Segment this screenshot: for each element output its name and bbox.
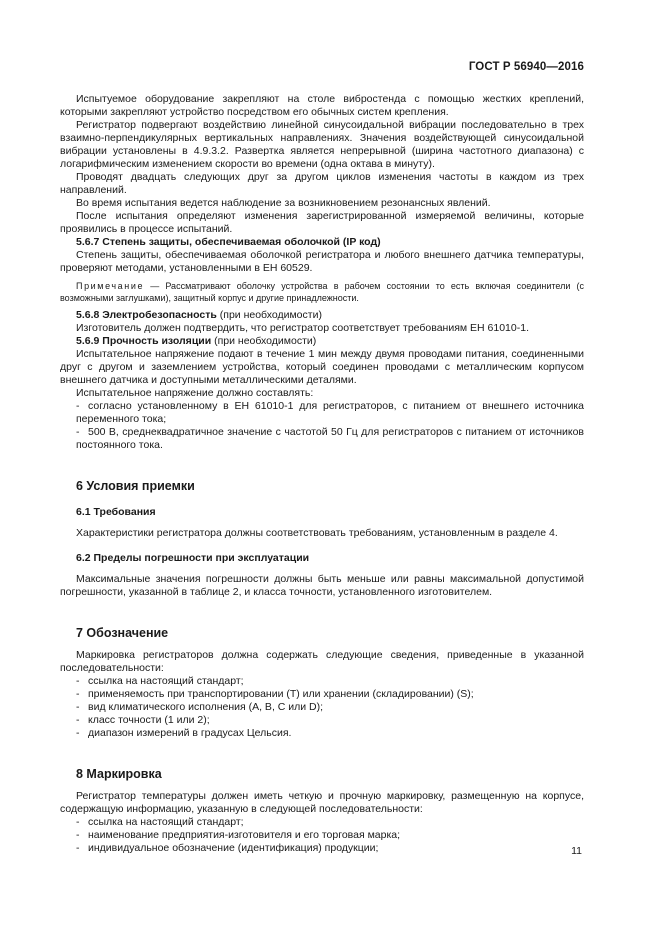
list-dash: - [76,400,80,412]
subsection-title-bold: 5.6.8 Электробезопасность [76,309,217,321]
document-body [60,93,584,855]
paragraph: Во время испытания ведется наблюдение за возникновением резонансных явлений. [76,197,491,209]
paragraph: Испытательное напряжение должно составлять: [76,387,314,399]
list-item: - согласно установленному в ЕН 61010-1 для регистраторов, с питанием от внешнего источника переменного тока; [76,400,584,425]
paragraph: Характеристики регистратора должны соответствовать требованиям, установленным в разделе 4. [76,527,558,539]
list-item: - класс точности (1 или 2); [76,714,210,726]
subsection-title-5-6-7: 5.6.7 Степень защиты, обеспечиваемая оболочкой (IP код) [76,236,381,248]
paragraph: Степень защиты, обеспечиваемая оболочкой регистратора и любого внешнего датчика температуры, проверяют методами, установленными в ЕН 60529. [60,249,584,274]
document-id: ГОСТ Р 56940—2016 [468,61,584,73]
paragraph: Максимальные значения погрешности должны быть меньше или равны максимальной допустимой погрешности, указанной в таблице 2, и класса точности, установленного изготовителем. [60,573,584,598]
subsection-title-6-2: 6.2 Пределы погрешности при эксплуатации [76,552,310,564]
list-dash: - [76,842,80,854]
list-dash: - [76,688,80,700]
list-item: - ссылка на настоящий стандарт; [76,675,244,687]
subsection-title-5-6-9 [60,335,584,348]
list-item: - 500 В, среднеквадратичное значение с частотой 50 Гц для регистраторов с питанием от источников постоянного тока. [76,426,584,451]
list-dash: - [76,816,80,828]
subsection-title-6-1: 6.1 Требования [76,506,156,518]
page-number: 11 [571,845,582,857]
section-title-8: 8 Маркировка [76,767,162,781]
list-dash: - [76,426,80,438]
list-item: - диапазон измерений в градусах Цельсия. [76,727,292,739]
list-item: - индивидуальное обозначение (идентификация) продукции; [76,842,379,854]
subsection-title-bold: 5.6.9 Прочность изоляции [76,335,212,347]
subsection-title-rest: (при необходимости) [211,335,317,347]
note-label: Примечание [76,281,145,291]
list-dash: - [76,829,80,841]
list-item: - ссылка на настоящий стандарт; [76,816,244,828]
paragraph: Регистратор подвергают воздействию линейной синусоидальной вибрации последовательно в трех взаимно-перпендикулярных вертикальных направлениях. Значения воздействующей синусоидальной вибрации установлены в 4.9.3.2. Развертка является непрерывной (ширина частотного диапазона) с логарифмическим изменением скорости во времени (одна октава в минуту). [60,119,584,170]
list-item: - вид климатического исполнения (А, В, С или D); [76,701,324,713]
paragraph: Изготовитель должен подтвердить, что регистратор соответствует требованиям ЕН 61010-1. [76,322,529,334]
subsection-title-rest: (при необходимости) [216,309,322,321]
list-item: - применяемость при транспортировании (Т) или хранении (складировании) (S); [76,688,474,700]
list-dash: - [76,727,80,739]
section-title-6: 6 Условия приемки [76,479,195,493]
paragraph: Регистратор температуры должен иметь четкую и прочную маркировку, размещенную на корпусе, содержащую информацию, указанную в следующей последовательности: [60,790,584,815]
paragraph: Испытуемое оборудование закрепляют на столе вибростенда с помощью жестких креплений, которыми закрепляют устройство посредством его обычных систем крепления. [60,93,584,118]
note [60,280,584,304]
paragraph: Испытательное напряжение подают в течение 1 мин между двумя проводами питания, соединенными друг с другом и заземлением устройства, который соединен проводами с металлическим корпусом внешнего датчика и доступными металлическими деталями. [60,348,584,386]
paragraph: Маркировка регистраторов должна содержать следующие сведения, приведенные в указанной последовательности: [60,649,584,674]
note-text: — Рассматривают оболочку устройства в рабочем состоянии то есть включая соединители (с возможными заглушками), защитный корпус и другие принадлежности. [60,281,584,303]
subsection-title-5-6-8 [60,309,584,322]
list-item: - наименование предприятия-изготовителя и его торговая марка; [76,829,401,841]
paragraph: Проводят двадцать следующих друг за другом циклов изменения частоты в каждом из трех направлений. [60,171,584,196]
paragraph: После испытания определяют изменения зарегистрированной измеряемой величины, которые проявились в процессе испытаний. [60,210,584,235]
list-dash: - [76,675,80,687]
list-dash: - [76,701,80,713]
list-dash: - [76,714,80,726]
section-title-7: 7 Обозначение [76,626,169,640]
